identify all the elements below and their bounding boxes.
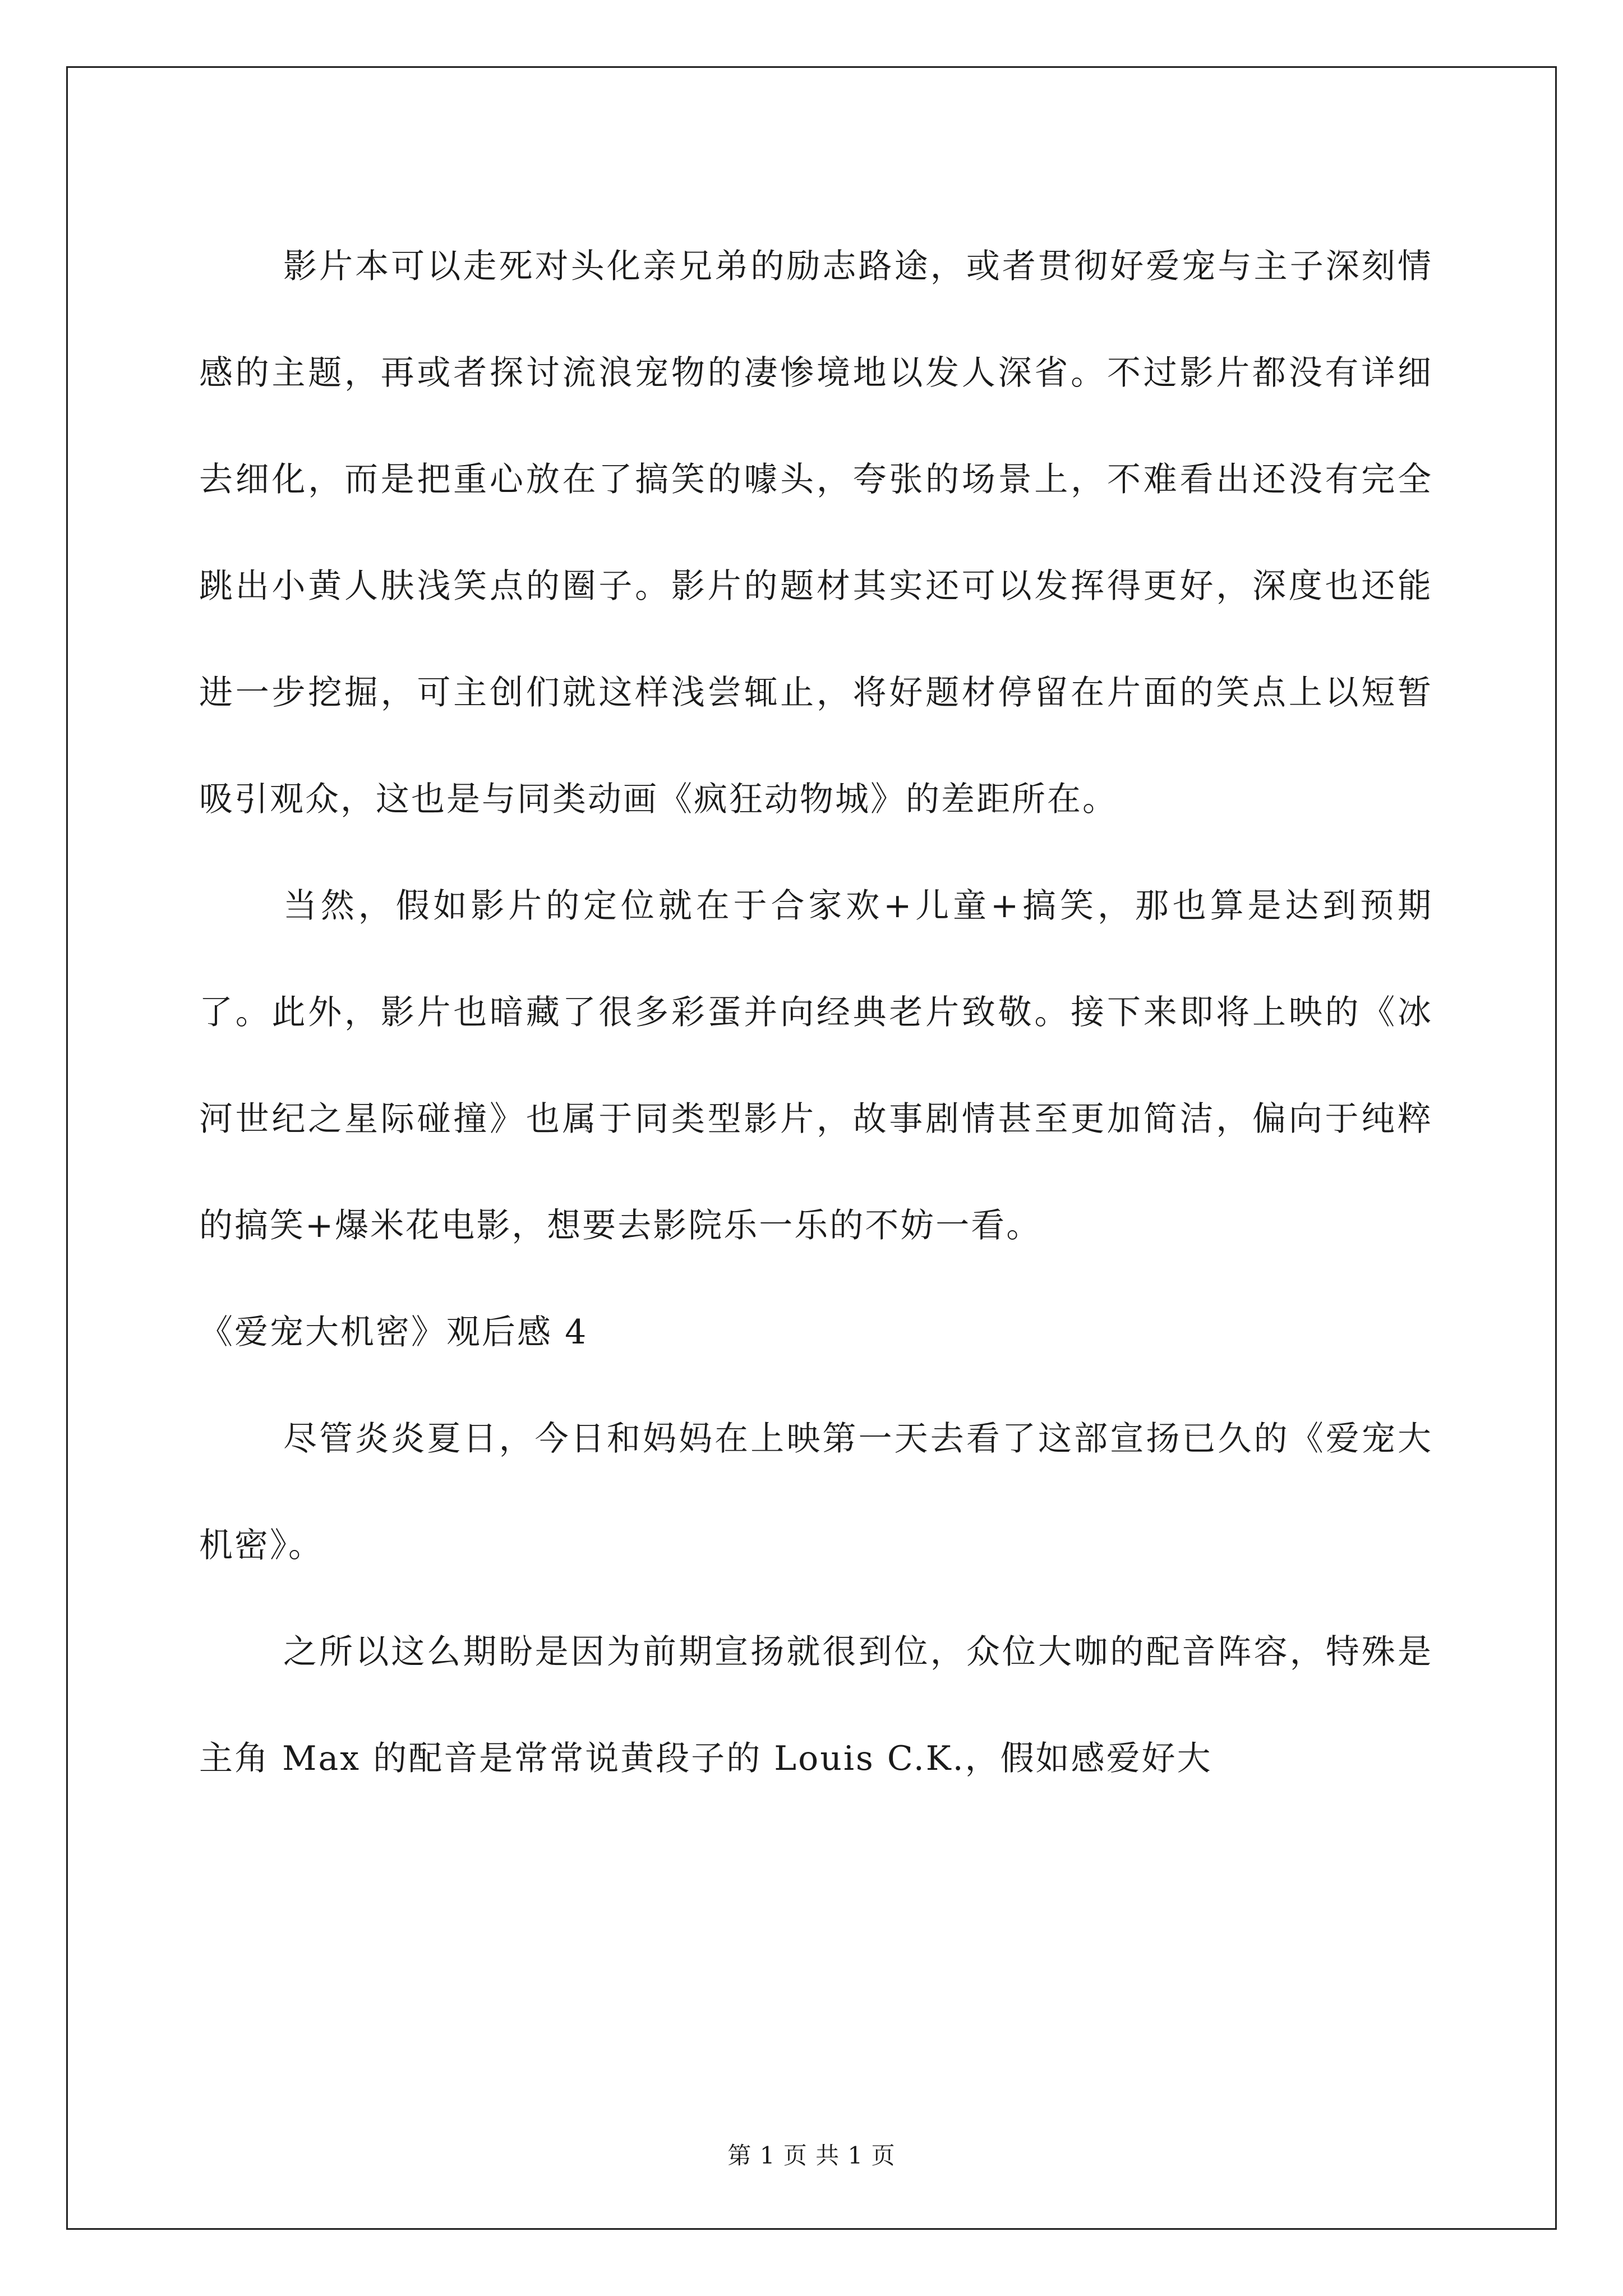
paragraph-1: 影片本可以走死对头化亲兄弟的励志路途，或者贯彻好爱宠与主子深刻情感的主题，再或者探讨流浪宠物的凄惨境地以发人深省。不过影片都没有详细去细化，而是把重心放在了搞笑的噱头，夸张的场景上，不难看出还没有完全跳出小黄人肤浅笑点的圈子。影片的题材其实还可以发挥得更好，深度也还能进一步挖掘，可主创们就这样浅尝辄止，将好题材停留在片面的笑点上以短暂吸引观众，这也是与同类动画《疯狂动物城》的差距所在。	[199, 247, 1433, 819]
document-body	[199, 213, 1433, 1812]
paragraph-3: 尽管炎炎夏日，今日和妈妈在上映第一天去看了这部宣扬已久的《爱宠大机密》。	[199, 1419, 1433, 1565]
section-heading: 《爱宠大机密》观后感 4	[199, 1313, 588, 1352]
paragraph-4: 之所以这么期盼是因为前期宣扬就很到位，众位大咖的配音阵容，特殊是主角 Max 的配音是常常说黄段子的 Louis C.K.，假如感爱好大	[199, 1632, 1433, 1778]
page-number-footer: 第 1 页 共 1 页	[727, 2142, 896, 2169]
paragraph-2: 当然，假如影片的定位就在于合家欢+儿童+搞笑，那也算是达到预期了。此外，影片也暗藏了很多彩蛋并向经典老片致敬。接下来即将上映的《冰河世纪之星际碰撞》也属于同类型影片，故事剧情甚至更加简洁，偏向于纯粹的搞笑+爆米花电影，想要去影院乐一乐的不妨一看。	[199, 886, 1433, 1245]
